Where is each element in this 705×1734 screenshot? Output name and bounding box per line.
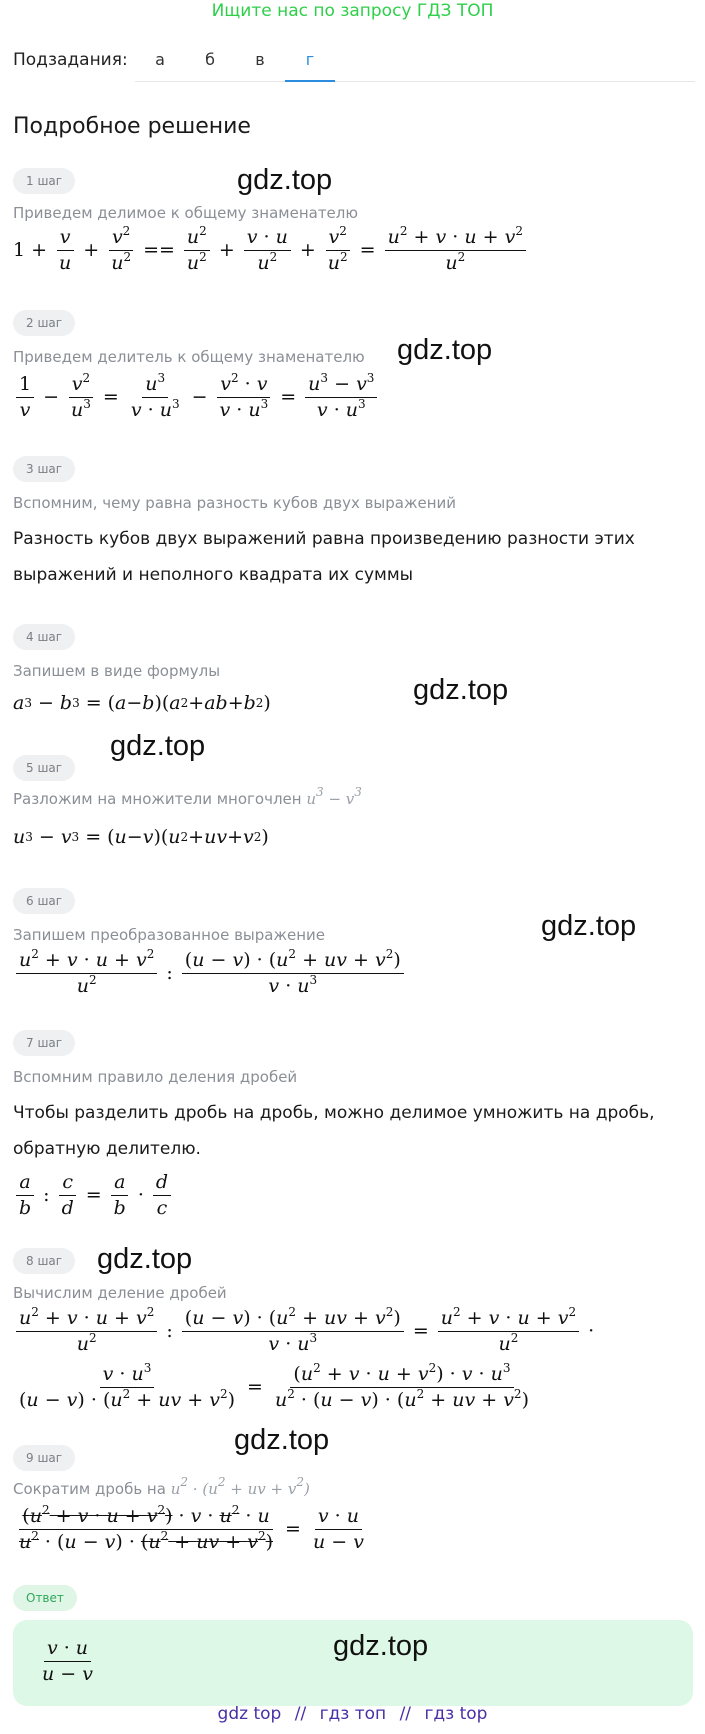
step-6-badge: 6 шаг [13,888,75,914]
step-4-formula: a 3 − b 3 = ( a − b )( a 2 + ab + b 2 ) [13,692,271,714]
step-7-badge: 7 шаг [13,1030,75,1056]
footer-separator: // [294,1704,307,1724]
watermark: gdz.top [234,1424,330,1456]
step-4-badge: 4 шаг [13,624,75,650]
step-2-badge: 2 шаг [13,310,75,336]
step-3-text-1: Разность кубов двух выражений равна произведению разности этих [13,529,635,549]
step-1-formula: 1 + $\frac{v}{u}$ + $\frac{v^2}{u^2}$ == $\frac{u^2}{u^2}$ + $\frac{v \cdot u}{u^2}$ + $\frac{v^2}{u^2}$ = $\frac{u^2 + v \cdot u + v^2}{u^2}$ [13,227,529,274]
answer-formula: $\frac{v \cdot u}{u - v}$ [42,1637,93,1685]
step-2-caption: Приведем делитель к общему знаменателю [13,348,365,366]
step-3-caption: Вспомним, чему равна разность кубов двух выражений [13,494,457,512]
step-9-formula: $\frac{(u^2 + v \cdot u + v^2) \cdot v \cdot u^2 \cdot u}{u^2 \cdot (u - v) \cdot (u^2 + uv + v^2)}$ = $\frac{v \cdot u}{u - v}$ [19,1503,364,1553]
step-8-caption: Вычислим деление дробей [13,1284,227,1302]
step-9-caption-math: $u^2 \cdot (u^2$ + uv + $v^2$) [170,1475,310,1498]
step-7-formula: $\frac{a}{b}$ : $\frac{c}{d}$ = $\frac{a}{b}$ · $\frac{d}{c}$ [13,1172,174,1219]
step-9-caption-wrap [13,1475,310,1498]
subtasks-label: Подзадания: [13,50,128,70]
tab-g[interactable]: г [285,38,335,82]
step-5-badge: 5 шаг [13,755,75,781]
watermark: gdz.top [97,1243,193,1275]
step-7-text-2: обратную делителю. [13,1139,201,1159]
step-7-caption: Вспомним правило деления дробей [13,1068,298,1086]
subtask-tabs [135,38,695,82]
watermark: gdz.top [413,674,509,706]
footer-links [0,1704,705,1724]
tab-v[interactable]: в [255,50,265,69]
watermark: gdz.top [237,164,333,196]
step-5-caption-wrap [13,785,362,808]
footer-separator: // [399,1704,412,1724]
step-1-caption: Приведем делимое к общему знаменателю [13,204,358,222]
step-8-formula-line-1: $\frac{u^2 + v \cdot u + v^2}{u^2}$ : $\frac{(u - v) \cdot (u^2 + uv + v^2)}{v \cdot u^3}$ = $\frac{u^2 + v \cdot u + v^2}{u^2}$ · [13,1308,600,1355]
step-3-text-2: выражений и неполного квадрата их суммы [13,565,414,585]
footer-link-gdz-top-ru[interactable]: гдз топ [319,1704,387,1724]
watermark: gdz.top [110,730,206,762]
watermark: gdz.top [397,334,493,366]
answer-badge: Ответ [13,1585,77,1611]
step-2-formula: $\frac{1}{v}$ − $\frac{v^2}{u^3}$ = $\frac{u^3}{v \cdot u^3}$ − $\frac{v^2 \cdot v}{v \cdot u^3}$ = $\frac{u^3 - v^3}{v \cdot u^3}$ [13,374,380,421]
step-4-caption: Запишем в виде формулы [13,662,221,680]
step-3-badge: 3 шаг [13,456,75,482]
tab-a[interactable]: а [155,50,165,69]
promo-text: Ищите нас по запросу ГДЗ ТОП [211,1,494,21]
footer-link-gdz-top-mixed[interactable]: гдз top [424,1704,488,1724]
step-5-formula: u 3 − v 3 = ( u − v )( u 2 + uv + v 2 ) [13,826,269,848]
watermark: gdz.top [541,910,637,942]
step-9-badge: 9 шаг [13,1445,75,1471]
step-8-badge: 8 шаг [13,1248,75,1274]
step-6-formula: $\frac{u^2 + v \cdot u + v^2}{u^2}$ : $\frac{(u - v) \cdot (u^2 + uv + v^2)}{v \cdot u^3}$ [13,950,407,997]
step-6-caption: Запишем преобразованное выражение [13,926,325,944]
section-title: Подробное решение [13,114,251,139]
tab-b[interactable]: б [205,50,215,69]
step-9-caption: Сократим дробь на [13,1480,166,1498]
watermark: gdz.top [333,1630,429,1662]
step-1-badge: 1 шаг [13,168,75,194]
step-7-text-1: Чтобы разделить дробь на дробь, можно делимое умножить на дробь, [13,1103,655,1123]
step-8-formula-line-2: $\frac{v \cdot u^3}{(u - v) \cdot (u^2 + uv + v^2)}$ = $\frac{(u^2 + v \cdot u + v^2) \cdot v \cdot u^3}{u^2 \cdot (u - v) \cdot (u^2 + uv + v^2)}$ [19,1361,529,1411]
step-5-caption-math: $u^3 - v^3$ [306,785,362,808]
step-5-caption: Разложим на множители многочлен [13,790,302,808]
footer-link-gdz-top[interactable]: gdz top [217,1704,282,1724]
